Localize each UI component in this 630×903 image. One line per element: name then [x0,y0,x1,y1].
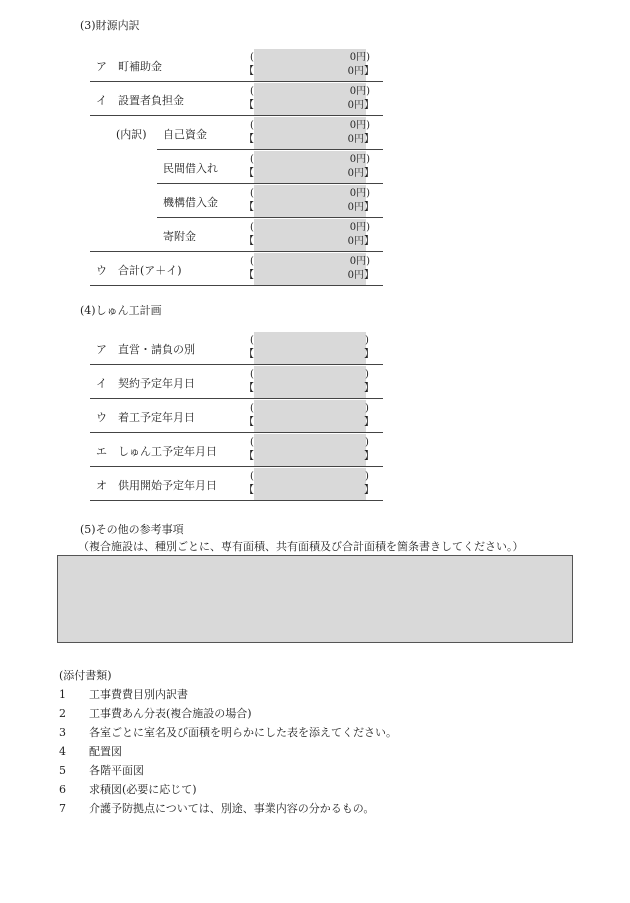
paren-open: ( [250,52,254,63]
row-label-own-funds: 自己資金 [163,128,207,141]
attachment-text: 工事費費目別内訳書 [89,688,188,701]
paren-close: ) [365,335,369,346]
bracket-open: 【 [244,100,254,111]
attachments-title: (添付書類) [59,669,112,682]
row-divider [90,398,383,399]
reference-notes-textarea[interactable] [57,555,573,643]
plan-field-contract-date[interactable] [254,366,366,398]
attachment-item [59,743,122,759]
bracket-open: 【 [244,349,254,360]
row-divider [90,500,383,501]
row-label-agency-loan: 機構借入金 [163,196,218,209]
section5-note: （複合施設は、種別ごとに、専有面積、共有面積及び合計面積を箇条書きしてください。） [78,540,524,553]
paren-open: ( [250,222,254,233]
paren-amount: 0円) [349,86,370,97]
row-divider [157,149,383,150]
bracket-close: 】 [364,417,374,428]
paren-open: ( [250,369,254,380]
row-divider [90,466,383,467]
row-label-installer-burden: イ 設置者負担金 [96,94,184,107]
plan-field-completion-date[interactable] [254,434,366,466]
bracket-amount: 0円】 [347,100,374,111]
attachment-text: 各階平面図 [89,764,144,777]
bracket-close: 】 [364,451,374,462]
paren-close: ) [365,403,369,414]
paren-amount: 0円) [349,188,370,199]
paren-amount: 0円) [349,222,370,233]
attachment-number: 5 [59,764,66,777]
attachment-text: 求積図(必要に応じて) [89,783,197,796]
paren-amount: 0円) [349,52,370,63]
paren-close: ) [365,369,369,380]
paren-open: ( [250,154,254,165]
row-label-completion-date: エ しゅん工予定年月日 [96,445,217,458]
row-label-start-date: ウ 着工予定年月日 [96,411,195,424]
section5-title: (5)その他の参考事項 [80,523,184,536]
paren-open: ( [250,256,254,267]
attachment-number: 2 [59,707,66,720]
bracket-amount: 0円】 [347,270,374,281]
row-divider [90,364,383,365]
bracket-open: 【 [244,168,254,179]
row-label-town-subsidy: ア 町補助金 [96,60,162,73]
bracket-open: 【 [244,485,254,496]
paren-amount: 0円) [349,154,370,165]
attachment-number: 7 [59,802,66,815]
paren-open: ( [250,471,254,482]
paren-close: ) [365,437,369,448]
section3-title: (3)財源内訳 [80,19,140,32]
bracket-open: 【 [244,417,254,428]
bracket-amount: 0円】 [347,168,374,179]
bracket-open: 【 [244,134,254,145]
row-label-donation: 寄附金 [163,230,196,243]
row-divider [90,115,383,116]
attachment-item [59,686,188,702]
plan-field-service-start-date[interactable] [254,468,366,500]
row-label-direct-or-contract: ア 直営・請負の別 [96,343,195,356]
bracket-amount: 0円】 [347,202,374,213]
attachment-item [59,781,197,797]
plan-field-direct-or-contract[interactable] [254,332,366,364]
row-divider [90,432,383,433]
row-label-service-start-date: オ 供用開始予定年月日 [96,479,217,492]
section4-title: (4)しゅん工計画 [80,304,162,317]
attachment-item [59,705,252,721]
paren-open: ( [250,437,254,448]
row-divider [157,217,383,218]
paren-open: ( [250,403,254,414]
attachment-item [59,800,374,816]
breakdown-label: (内訳) [116,128,147,141]
paren-open: ( [250,86,254,97]
bracket-close: 】 [364,485,374,496]
bracket-open: 【 [244,202,254,213]
plan-field-start-date[interactable] [254,400,366,432]
bracket-amount: 0円】 [347,134,374,145]
paren-amount: 0円) [349,120,370,131]
attachment-item [59,762,144,778]
attachment-number: 4 [59,745,66,758]
bracket-close: 】 [364,383,374,394]
bracket-amount: 0円】 [347,66,374,77]
row-divider [90,285,383,286]
paren-close: ) [365,471,369,482]
bracket-close: 】 [364,349,374,360]
attachment-text: 各室ごとに室名及び面積を明らかにした表を添えてください。 [89,726,397,739]
bracket-open: 【 [244,270,254,281]
attachment-item [59,724,397,740]
row-label-contract-date: イ 契約予定年月日 [96,377,195,390]
attachment-number: 3 [59,726,66,739]
row-divider [90,251,383,252]
row-label-total: ウ 合計(ア＋イ) [96,264,182,277]
bracket-amount: 0円】 [347,236,374,247]
attachment-text: 介護予防拠点については、別途、事業内容の分かるもの。 [89,802,375,815]
bracket-open: 【 [244,451,254,462]
row-label-private-loan: 民間借入れ [163,162,218,175]
row-divider [157,183,383,184]
attachment-number: 6 [59,783,66,796]
bracket-open: 【 [244,383,254,394]
paren-amount: 0円) [349,256,370,267]
paren-open: ( [250,335,254,346]
row-divider [90,81,383,82]
attachment-number: 1 [59,688,66,701]
bracket-open: 【 [244,236,254,247]
paren-open: ( [250,188,254,199]
attachment-text: 工事費あん分表(複合施設の場合) [89,707,252,720]
attachment-text: 配置図 [89,745,122,758]
paren-open: ( [250,120,254,131]
bracket-open: 【 [244,66,254,77]
